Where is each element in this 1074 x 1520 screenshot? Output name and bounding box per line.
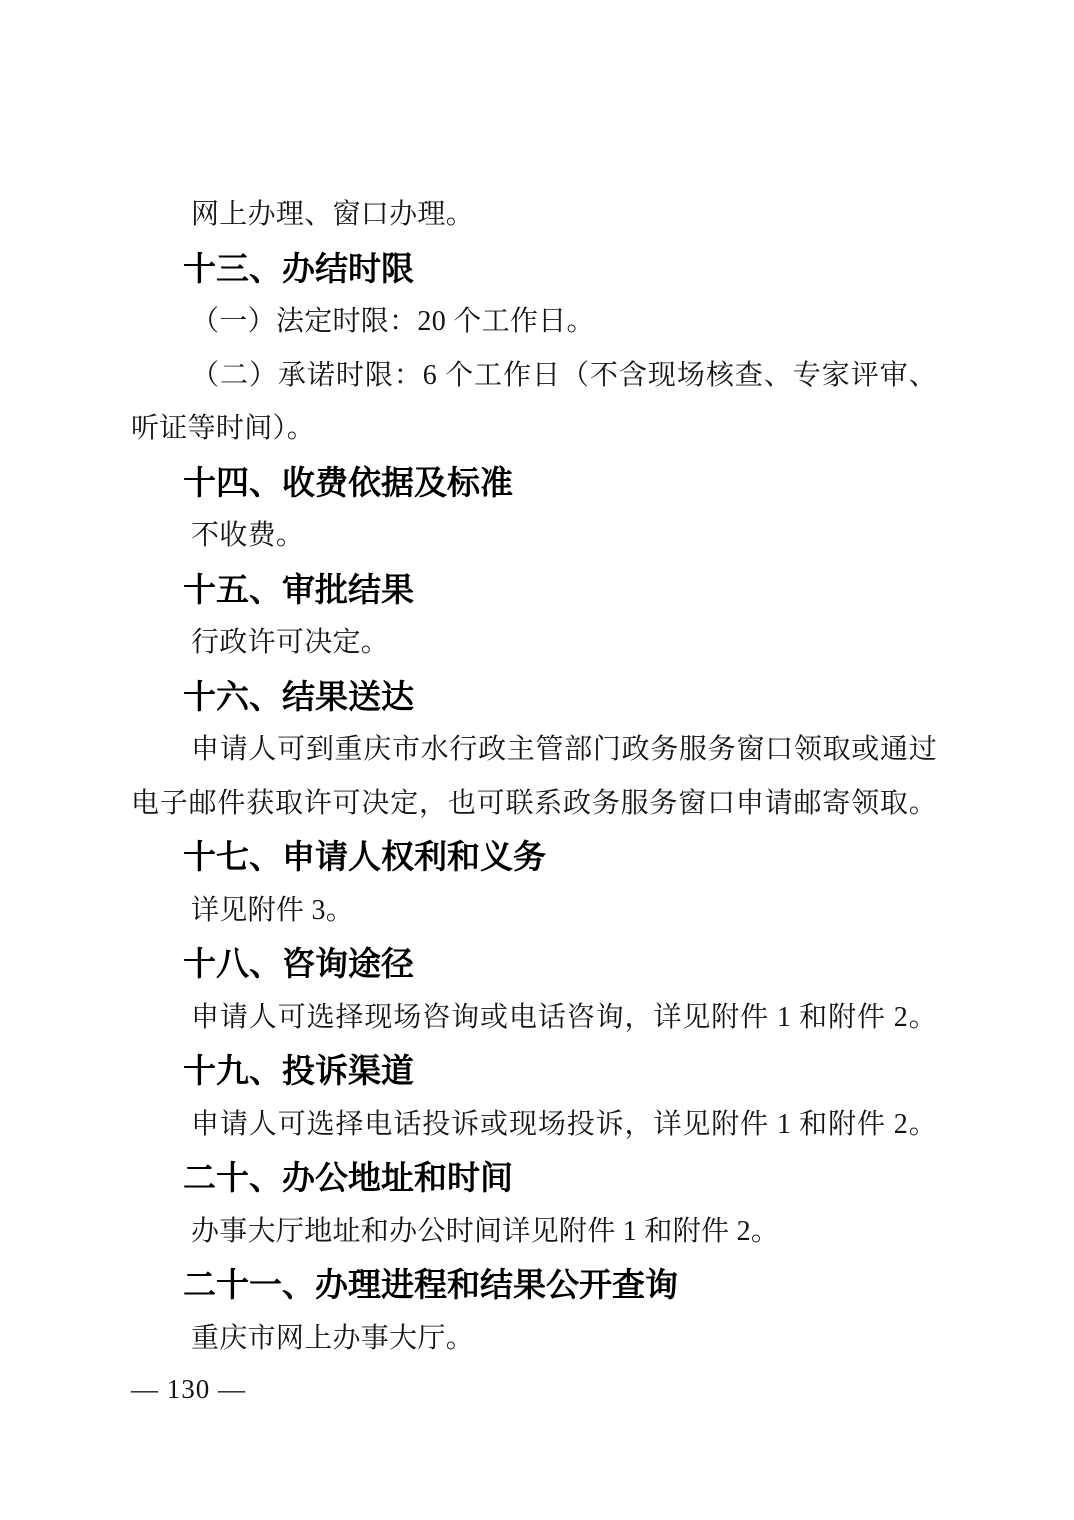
paragraph-line: 申请人可到重庆市水行政主管部门政务服务窗口领取或通过 <box>191 734 937 765</box>
paragraph-line: 详见附件 3。 <box>191 894 355 926</box>
section-heading: 十六、结果送达 <box>183 677 414 715</box>
paragraph-line: 行政许可决定。 <box>191 627 390 658</box>
paragraph-line: 听证等时间）。 <box>131 413 316 444</box>
paragraph-line: 办事大厅地址和办公时间详见附件 1 和附件 2。 <box>191 1215 780 1247</box>
content <box>131 188 937 1365</box>
paragraph-line: （二）承诺时限：6 个工作日（不含现场核查、专家评审、 <box>191 359 937 391</box>
paragraph-line: （一）法定时限：20 个工作日。 <box>191 306 595 337</box>
section-heading: 十五、审批结果 <box>183 570 414 608</box>
paragraph-line: 申请人可选择现场咨询或电话咨询，详见附件 1 和附件 2。 <box>191 1001 937 1033</box>
section-heading: 十九、投诉渠道 <box>183 1052 414 1089</box>
section-heading: 十三、办结时限 <box>183 249 414 287</box>
section-heading: 十七、申请人权利和义务 <box>183 838 546 875</box>
section-heading: 二十一、办理进程和结果公开查询 <box>183 1266 678 1303</box>
section-heading: 十八、咨询途径 <box>183 945 414 982</box>
paragraph-line: 电子邮件获取许可决定，也可联系政务服务窗口申请邮寄领取。 <box>131 787 937 819</box>
section-heading: 二十、办公地址和时间 <box>183 1159 513 1196</box>
paragraph-line: 重庆市网上办事大厅。 <box>191 1322 475 1354</box>
paragraph-line: 不收费。 <box>191 520 305 551</box>
section-heading: 十四、收费依据及标准 <box>183 463 513 501</box>
page-number: — 130 — <box>131 1374 246 1404</box>
paragraph-line: 申请人可选择电话投诉或现场投诉，详见附件 1 和附件 2。 <box>191 1108 937 1140</box>
paragraph-line: 网上办理、窗口办理。 <box>191 199 475 230</box>
